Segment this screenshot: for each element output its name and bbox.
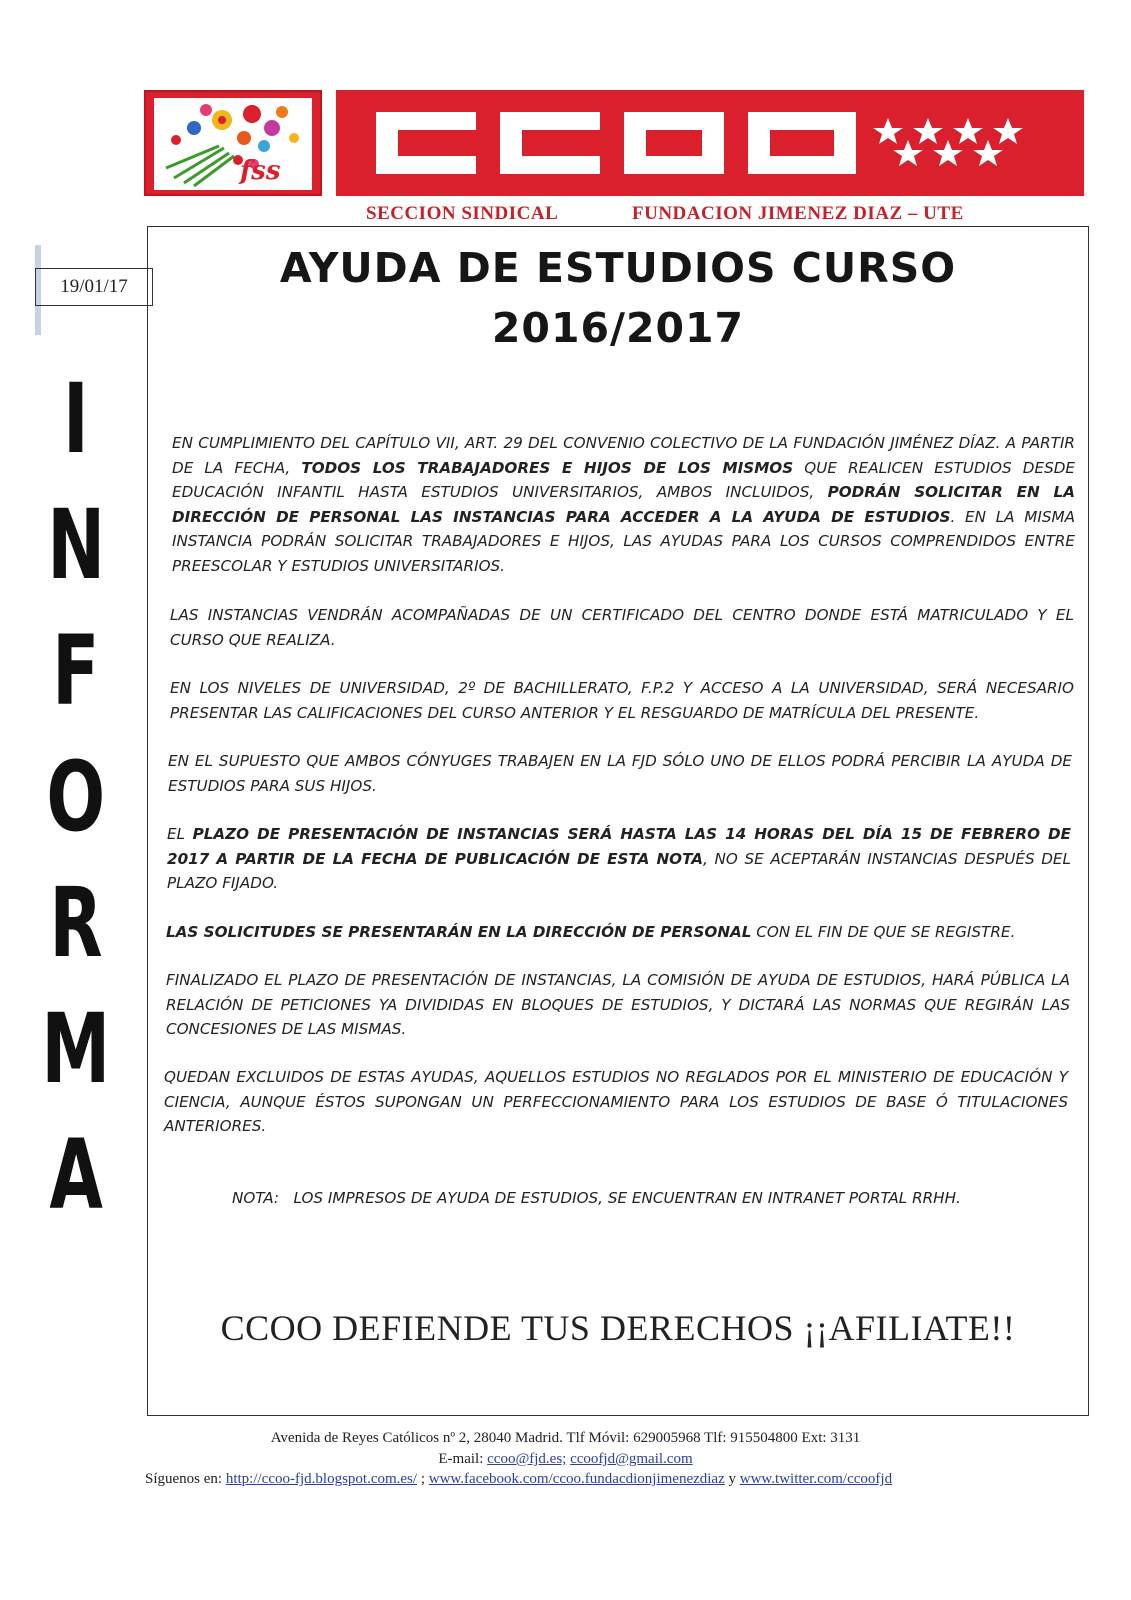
fss-logo-text: fss <box>240 156 281 186</box>
page-title: AYUDA DE ESTUDIOS CURSO <box>279 244 957 292</box>
footer-email <box>0 1451 1131 1468</box>
bold-text: TODOS LOS TRABAJADORES E HIJOS DE LOS MISMOS <box>301 458 794 477</box>
paragraph-7: FINALIZADO EL PLAZO DE PRESENTACIÓN DE INSTANCIAS, LA COMISIÓN DE AYUDA DE ESTUDIOS, HARÁ PÚBLICA LA RELACIÓN DE PETICIONES YA DIVIDIDAS EN BLOQUES DE ESTUDIOS, Y DICTARÁ LAS NORMAS QUE REGIRÁN LAS CONCESIONES DE LAS MISMAS. <box>166 971 1070 1038</box>
seven-stars-icon <box>873 118 1053 168</box>
nota-line <box>232 1189 961 1207</box>
email-label: E-mail: <box>438 1451 484 1467</box>
page-title-year: 2016/2017 <box>491 304 745 352</box>
bold-text: PODRÁN SOLICITAR EN LA DIRECCIÓN DE PERSONAL LAS INSTANCIAS PARA ACCEDER A LA AYUDA DE ESTUDIOS <box>172 483 1075 526</box>
email-link-fjd[interactable]: ccoo@fjd.es; <box>487 1451 567 1467</box>
date-box: 19/01/17 <box>35 268 153 306</box>
informa-letter: O <box>46 741 106 853</box>
twitter-link[interactable]: www.twitter.com/ccoofjd <box>739 1471 893 1487</box>
bold-text: LAS SOLICITUDES SE PRESENTARÁN EN LA DIRECCIÓN DE PERSONAL <box>166 923 752 941</box>
nota-label: NOTA: <box>232 1189 279 1207</box>
informa-letter: A <box>49 1119 103 1231</box>
fss-logo <box>144 90 322 196</box>
blog-link[interactable]: http://ccoo-fjd.blogspot.com.es/ <box>225 1471 418 1487</box>
paragraph-6: LAS SOLICITUDES SE PRESENTARÁN EN LA DIRECCIÓN DE PERSONAL CON EL FIN DE QUE SE REGISTRE. <box>166 923 1016 941</box>
bold-text: PLAZO DE PRESENTACIÓN DE INSTANCIAS SERÁ HASTA LAS 14 HORAS DEL DÍA 15 DE FEBRERO DE 2017 A PARTIR DE LA FECHA DE PUBLICACIÓN DE ESTA NOTA <box>167 825 1071 868</box>
paragraph-3: EN LOS NIVELES DE UNIVERSIDAD, 2º DE BACHILLERATO, F.P.2 Y ACCESO A LA UNIVERSIDAD, SERÁ NECESARIO PRESENTAR LAS CALIFICACIONES DEL CURSO ANTERIOR Y EL RESGUARDO DE MATRÍCULA DEL PRESENTE. <box>170 679 1074 722</box>
paragraph-1: EN CUMPLIMIENTO DEL CAPÍTULO VII, ART. 29 DEL CONVENIO COLECTIVO DE LA FUNDACIÓN JIMÉNEZ DÍAZ. A PARTIR DE LA FECHA, TODOS LOS TRABAJADORES E HIJOS DE LOS MISMOS QUE REALICEN ESTUDIOS DESDE EDUCACIÓN INFANTIL HASTA ESTUDIOS UNIVERSITARIOS, AMBOS INCLUIDOS, PODRÁN SOLICITAR EN LA DIRECCIÓN DE PERSONAL LAS INSTANCIAS PARA ACCEDER A LA AYUDA DE ESTUDIOS. EN LA MISMA INSTANCIA PODRÁN SOLICITAR TRABAJADORES E HIJOS, LAS AYUDAS PARA LOS CURSOS COMPRENDIDOS ENTRE PREESCOLAR Y ESTUDIOS UNIVERSITARIOS. <box>172 434 1075 575</box>
facebook-link[interactable]: www.facebook.com/ccoo.fundacdionjimenezdiaz <box>428 1471 725 1487</box>
footer-social: Síguenos en: http://ccoo-fjd.blogspot.com.es/ ; www.facebook.com/ccoo.fundacdionjimenezdiaz y www.twitter.com/ccoofjd <box>145 1471 893 1487</box>
flower-bouquet-icon <box>154 98 312 190</box>
footer-address: Avenida de Reyes Católicos nº 2, 28040 Madrid. Tlf Móvil: 629005968 Tlf: 915504800 Ext: 3131 <box>270 1430 861 1446</box>
paragraph-8: QUEDAN EXCLUIDOS DE ESTAS AYUDAS, AQUELLOS ESTUDIOS NO REGLADOS POR EL MINISTERIO DE EDUCACIÓN Y CIENCIA, AUNQUE ÉSTOS SUPONGAN UN PERFECCIONAMIENTO PARA LOS ESTUDIOS DE BASE Ó TITULACIONES ANTERIORES. <box>164 1068 1068 1135</box>
informa-letter: I <box>63 363 89 475</box>
ccoo-logo <box>376 112 856 174</box>
informa-letter: N <box>47 489 105 601</box>
slogan: CCOO DEFIENDE TUS DERECHOS ¡¡AFILIATE!! <box>220 1308 1016 1348</box>
company-label: FUNDACION JIMENEZ DIAZ – UTE <box>632 203 964 224</box>
email-link-gmail[interactable]: ccoofjd@gmail.com <box>570 1451 693 1467</box>
nota-text: LOS IMPRESOS DE AYUDA DE ESTUDIOS, SE ENCUENTRAN EN INTRANET PORTAL RRHH. <box>293 1189 961 1207</box>
paragraph-5: EL PLAZO DE PRESENTACIÓN DE INSTANCIAS SERÁ HASTA LAS 14 HORAS DEL DÍA 15 DE FEBRERO DE 2017 A PARTIR DE LA FECHA DE PUBLICACIÓN DE ESTA NOTA, NO SE ACEPTARÁN INSTANCIAS DESPUÉS DEL PLAZO FIJADO. <box>167 825 1071 892</box>
paragraph-4: EN EL SUPUESTO QUE AMBOS CÓNYUGES TRABAJEN EN LA FJD SÓLO UNO DE ELLOS PODRÁ PERCIBIR LA AYUDA DE ESTUDIOS PARA SUS HIJOS. <box>168 752 1072 795</box>
ccoo-banner <box>336 90 1084 196</box>
section-label: SECCION SINDICAL <box>366 203 559 224</box>
notice-box <box>147 226 1089 1416</box>
informa-vertical-label <box>32 356 120 1238</box>
informa-letter: R <box>49 867 103 979</box>
follow-label: Síguenos en: <box>145 1471 223 1487</box>
informa-letter: M <box>41 993 111 1105</box>
paragraph-2: LAS INSTANCIAS VENDRÁN ACOMPAÑADAS DE UN CERTIFICADO DEL CENTRO DONDE ESTÁ MATRICULADO Y EL CURSO QUE REALIZA. <box>170 606 1074 649</box>
informa-letter: F <box>52 615 100 727</box>
